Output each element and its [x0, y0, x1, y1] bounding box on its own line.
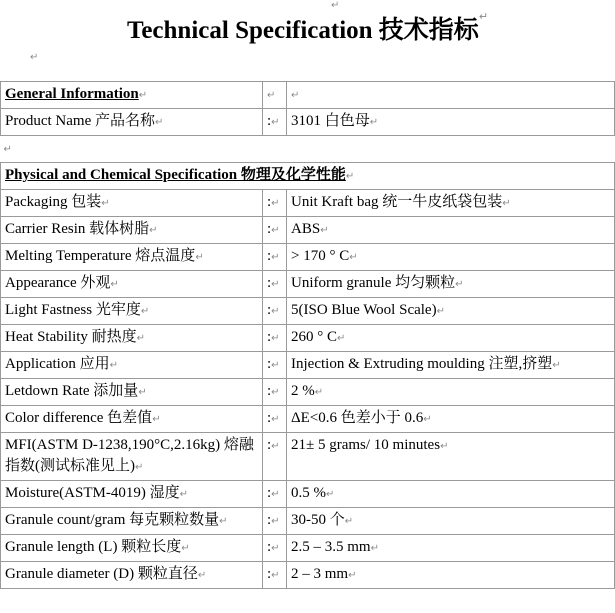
- paragraph-mark: ↵: [136, 333, 146, 344]
- spec-value: ΔE<0.6 色差小于 0.6: [291, 410, 424, 426]
- separator: :: [267, 437, 272, 453]
- spec-value: 21± 5 grams/ 10 minutes: [291, 437, 441, 453]
- value-cell: [287, 406, 615, 433]
- table-row: [1, 325, 615, 352]
- value-cell: [287, 433, 615, 481]
- separator-cell: [263, 352, 287, 379]
- label-cell: [1, 535, 263, 562]
- separator: :: [267, 248, 272, 264]
- spec-rows: [1, 190, 615, 589]
- separator-cell: [263, 535, 287, 562]
- table-row: [1, 163, 615, 190]
- paragraph-mark: ↵: [271, 198, 280, 209]
- paragraph-mark: ↵: [219, 516, 228, 527]
- paragraph-mark: ↵: [349, 252, 358, 263]
- separator-cell: [263, 406, 287, 433]
- value-cell: [287, 298, 615, 325]
- spacer-cell: [1, 136, 615, 163]
- table-row: [1, 562, 615, 589]
- paragraph-mark: ↵: [149, 225, 158, 236]
- document-title: [0, 10, 615, 46]
- spec-value: 2 – 3 mm: [291, 566, 349, 582]
- paragraph-mark: ↵: [291, 90, 300, 101]
- paragraph-mark: ↵: [138, 90, 148, 101]
- paragraph-mark: ↵: [271, 387, 280, 398]
- separator: :: [267, 383, 272, 399]
- table-row: [1, 82, 615, 109]
- spacer-row: [1, 136, 615, 163]
- separator: :: [267, 329, 272, 345]
- paragraph-mark: ↵: [331, 0, 340, 11]
- separator-cell: [263, 325, 287, 352]
- paragraph-mark: ↵: [455, 279, 464, 290]
- paragraph-mark: ↵: [3, 144, 12, 155]
- separator: :: [267, 566, 272, 582]
- paragraph-mark: ↵: [423, 414, 432, 425]
- table-row: [1, 535, 615, 562]
- value-cell: [287, 271, 615, 298]
- paragraph-mark: ↵: [337, 333, 346, 344]
- table-row: [1, 379, 615, 406]
- table-row: [1, 508, 615, 535]
- spec-label: Heat Stability 耐热度: [5, 329, 137, 345]
- separator-cell: [263, 433, 287, 481]
- table-row: [1, 481, 615, 508]
- separator-cell: [263, 481, 287, 508]
- spec-value: 0.5 %: [291, 485, 326, 501]
- value-cell: [287, 82, 615, 109]
- spec-value: 2 %: [291, 383, 315, 399]
- paragraph-mark: ↵: [110, 279, 119, 290]
- spec-label: Light Fastness 光牢度: [5, 302, 141, 318]
- separator: :: [267, 356, 272, 372]
- paragraph-mark: ↵: [271, 225, 280, 236]
- separator-cell: [263, 109, 287, 136]
- label-cell: [1, 562, 263, 589]
- value-cell: [287, 109, 615, 136]
- table-row: [1, 217, 615, 244]
- table-row: [1, 190, 615, 217]
- paragraph-mark: ↵: [30, 52, 39, 63]
- separator-cell: [263, 82, 287, 109]
- paragraph-mark: ↵: [314, 387, 324, 398]
- paragraph-mark: ↵: [326, 489, 335, 500]
- paragraph-mark: ↵: [101, 198, 110, 209]
- label-cell: [1, 325, 263, 352]
- paragraph-mark: ↵: [271, 489, 280, 500]
- paragraph-mark: ↵: [197, 570, 207, 581]
- separator-cell: [263, 271, 287, 298]
- separator: :: [267, 221, 272, 237]
- section-header-cell: [1, 82, 263, 109]
- spec-value: Unit Kraft bag 统一牛皮纸袋包装: [291, 194, 503, 210]
- label-cell: [1, 244, 263, 271]
- paragraph-mark: ↵: [271, 333, 280, 344]
- table-row: [1, 109, 615, 136]
- value-cell: [287, 379, 615, 406]
- value-cell: [287, 562, 615, 589]
- paragraph-mark: ↵: [440, 441, 449, 452]
- paragraph-mark: ↵: [271, 117, 280, 128]
- paragraph-mark: ↵: [154, 117, 164, 128]
- spec-label: Color difference 色差值: [5, 410, 153, 426]
- separator-cell: [263, 217, 287, 244]
- table-row: [1, 406, 615, 433]
- separator-cell: [263, 244, 287, 271]
- separator-cell: [263, 562, 287, 589]
- paragraph-mark: ↵: [370, 543, 379, 554]
- separator: :: [267, 275, 272, 291]
- product-name-label: Product Name 产品名称: [5, 113, 155, 129]
- spec-label: Melting Temperature 熔点温度: [5, 248, 196, 264]
- product-name-value: 3101 白色母: [291, 113, 370, 129]
- separator: :: [267, 302, 272, 318]
- spec-label: Granule diameter (D) 颗粒直径: [5, 566, 198, 582]
- spec-value: Injection & Extruding moulding 注塑,挤塑: [291, 356, 553, 372]
- spec-value: 30-50 个: [291, 512, 345, 528]
- separator: :: [267, 194, 272, 210]
- spec-label: Moisture(ASTM-4019) 湿度: [5, 485, 180, 501]
- paragraph-mark: ↵: [271, 543, 280, 554]
- paragraph-mark: ↵: [552, 360, 561, 371]
- paragraph-mark: ↵: [320, 225, 329, 236]
- spec-value: 2.5 – 3.5 mm: [291, 539, 371, 555]
- paragraph-mark: ↵: [502, 198, 511, 209]
- spec-value: Uniform granule 均匀颗粒: [291, 275, 456, 291]
- paragraph-mark: ↵: [271, 441, 280, 452]
- label-cell: [1, 109, 263, 136]
- table-row: [1, 271, 615, 298]
- spec-label: Packaging 包装: [5, 194, 102, 210]
- label-cell: [1, 481, 263, 508]
- paragraph-mark: ↵: [436, 306, 445, 317]
- separator-cell: [263, 508, 287, 535]
- separator-cell: [263, 298, 287, 325]
- spec-label: Letdown Rate 添加量: [5, 383, 139, 399]
- paragraph-mark: ↵: [152, 414, 161, 425]
- label-cell: [1, 217, 263, 244]
- value-cell: [287, 508, 615, 535]
- paragraph-mark: ↵: [344, 516, 354, 527]
- spec-label: Granule count/gram 每克颗粒数量: [5, 512, 220, 528]
- paragraph-mark: ↵: [271, 306, 280, 317]
- separator: :: [267, 410, 272, 426]
- paragraph-mark: ↵: [271, 516, 280, 527]
- paragraph-mark: ↵: [478, 10, 489, 23]
- paragraph-mark: ↵: [271, 570, 280, 581]
- label-cell: [1, 379, 263, 406]
- label-cell: [1, 433, 263, 481]
- label-cell: [1, 190, 263, 217]
- separator: :: [267, 512, 272, 528]
- separator-cell: [263, 379, 287, 406]
- spec-value: > 170 ° C: [291, 248, 350, 264]
- spec-label: Carrier Resin 载体树脂: [5, 221, 150, 237]
- label-cell: [1, 508, 263, 535]
- paragraph-mark: ↵: [345, 171, 355, 182]
- paragraph-mark: ↵: [271, 252, 280, 263]
- label-cell: [1, 406, 263, 433]
- paragraph-mark: ↵: [135, 462, 144, 473]
- table-row: [1, 244, 615, 271]
- spec-value: ABS: [291, 221, 321, 237]
- specification-table: [0, 81, 615, 589]
- spec-label: Application 应用: [5, 356, 110, 372]
- separator: :: [267, 485, 272, 501]
- spec-label: MFI(ASTM D-1238,190°C,2.16kg) 熔融指数(测试标准见上): [5, 437, 254, 474]
- label-cell: [1, 271, 263, 298]
- paragraph-mark: ↵: [271, 360, 280, 371]
- section-title-general: General Information: [5, 86, 139, 102]
- value-cell: [287, 190, 615, 217]
- section-title-physical: Physical and Chemical Specification 物理及化学性能: [5, 167, 346, 183]
- value-cell: [287, 535, 615, 562]
- value-cell: [287, 325, 615, 352]
- spec-value: 260 ° C: [291, 329, 338, 345]
- paragraph-mark: ↵: [271, 414, 280, 425]
- value-cell: [287, 217, 615, 244]
- paragraph-mark: ↵: [348, 570, 357, 581]
- table-row: [1, 433, 615, 481]
- value-cell: [287, 352, 615, 379]
- paragraph-mark: ↵: [195, 252, 204, 263]
- spec-value: 5(ISO Blue Wool Scale): [291, 302, 437, 318]
- paragraph-mark: ↵: [369, 117, 379, 128]
- paragraph-mark: ↵: [181, 543, 190, 554]
- paragraph-mark: ↵: [138, 387, 147, 398]
- label-cell: [1, 352, 263, 379]
- paragraph-mark: ↵: [179, 489, 188, 500]
- paragraph-mark: ↵: [271, 279, 280, 290]
- paragraph-mark: ↵: [109, 360, 118, 371]
- separator-cell: [263, 190, 287, 217]
- spec-label: Granule length (L) 颗粒长度: [5, 539, 182, 555]
- value-cell: [287, 481, 615, 508]
- paragraph-mark: ↵: [140, 306, 150, 317]
- paragraph-mark: ↵: [267, 90, 276, 101]
- separator: :: [267, 539, 272, 555]
- table-row: [1, 352, 615, 379]
- label-cell: [1, 298, 263, 325]
- table-row: [1, 298, 615, 325]
- spec-label: Appearance 外观: [5, 275, 111, 291]
- separator: :: [267, 113, 272, 129]
- value-cell: [287, 244, 615, 271]
- document-title-text: Technical Specification 技术指标: [126, 17, 479, 44]
- section-header-cell: [1, 163, 615, 190]
